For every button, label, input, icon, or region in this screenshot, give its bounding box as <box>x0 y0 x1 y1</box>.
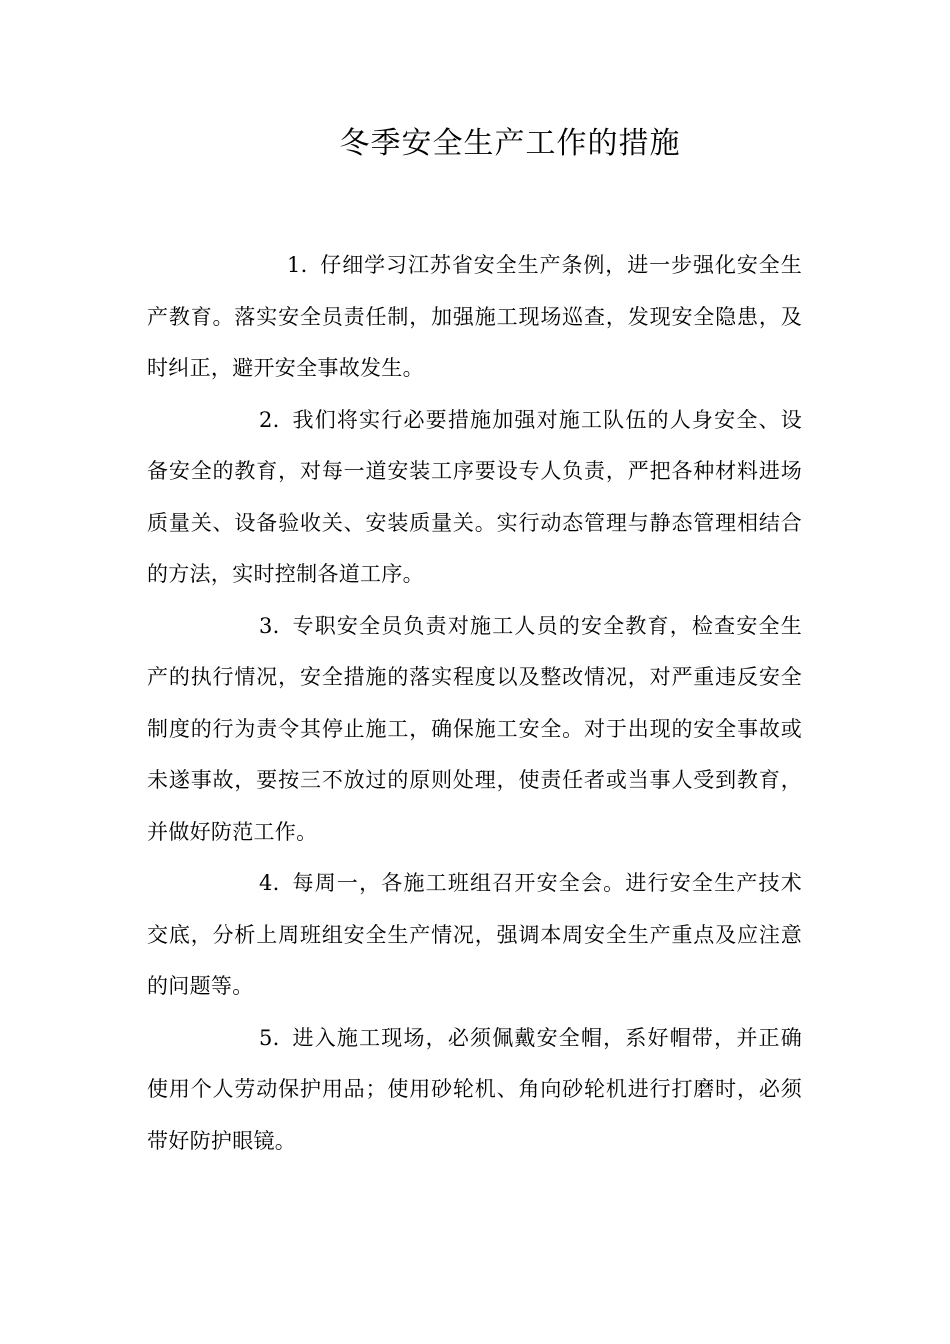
list-item <box>147 1013 802 1168</box>
page-title: 冬季安全生产工作的措施 <box>339 126 681 161</box>
item-number: 1. <box>287 253 308 277</box>
item-number: 5. <box>259 1025 280 1050</box>
item-number: 3. <box>259 613 280 638</box>
list-item <box>147 395 802 601</box>
item-text: 每周一，各施工班组召开安全会。进行安全生产技术交底，分析上周班组安全生产情况，强调本周安全生产重点及应注意的问题等。 <box>147 871 802 998</box>
item-text: 我们将实行必要措施加强对施工队伍的人身安全、设备安全的教育，对每一道安装工序要设专人负责，严把各种材料进场质量关、设备验收关、安装质量关。实行动态管理与静态管理相结合的方法，实时控制各道工序。 <box>147 407 802 586</box>
list-item <box>147 601 802 859</box>
item-number: 2. <box>259 407 280 432</box>
item-text: 进入施工现场，必须佩戴安全帽，系好帽带，并正确使用个人劳动保护用品；使用砂轮机、角向砂轮机进行打磨时，必须带好防护眼镜。 <box>147 1025 802 1153</box>
document-body <box>147 240 802 1167</box>
list-item <box>147 240 802 395</box>
list-item <box>147 858 802 1013</box>
item-text: 仔细学习江苏省安全生产条例，进一步强化安全生产教育。落实安全员责任制，加强施工现场巡查，发现安全隐患，及时纠正，避开安全事故发生。 <box>147 253 802 380</box>
item-text: 专职安全员负责对施工人员的安全教育，检查安全生产的执行情况，安全措施的落实程度以及整改情况，对严重违反安全制度的行为责令其停止施工，确保施工安全。对于出现的安全事故或未遂事故，要按三不放过的原则处理，使责任者或当事人受到教育，并做好防范工作。 <box>147 613 802 844</box>
item-number: 4. <box>259 871 280 895</box>
